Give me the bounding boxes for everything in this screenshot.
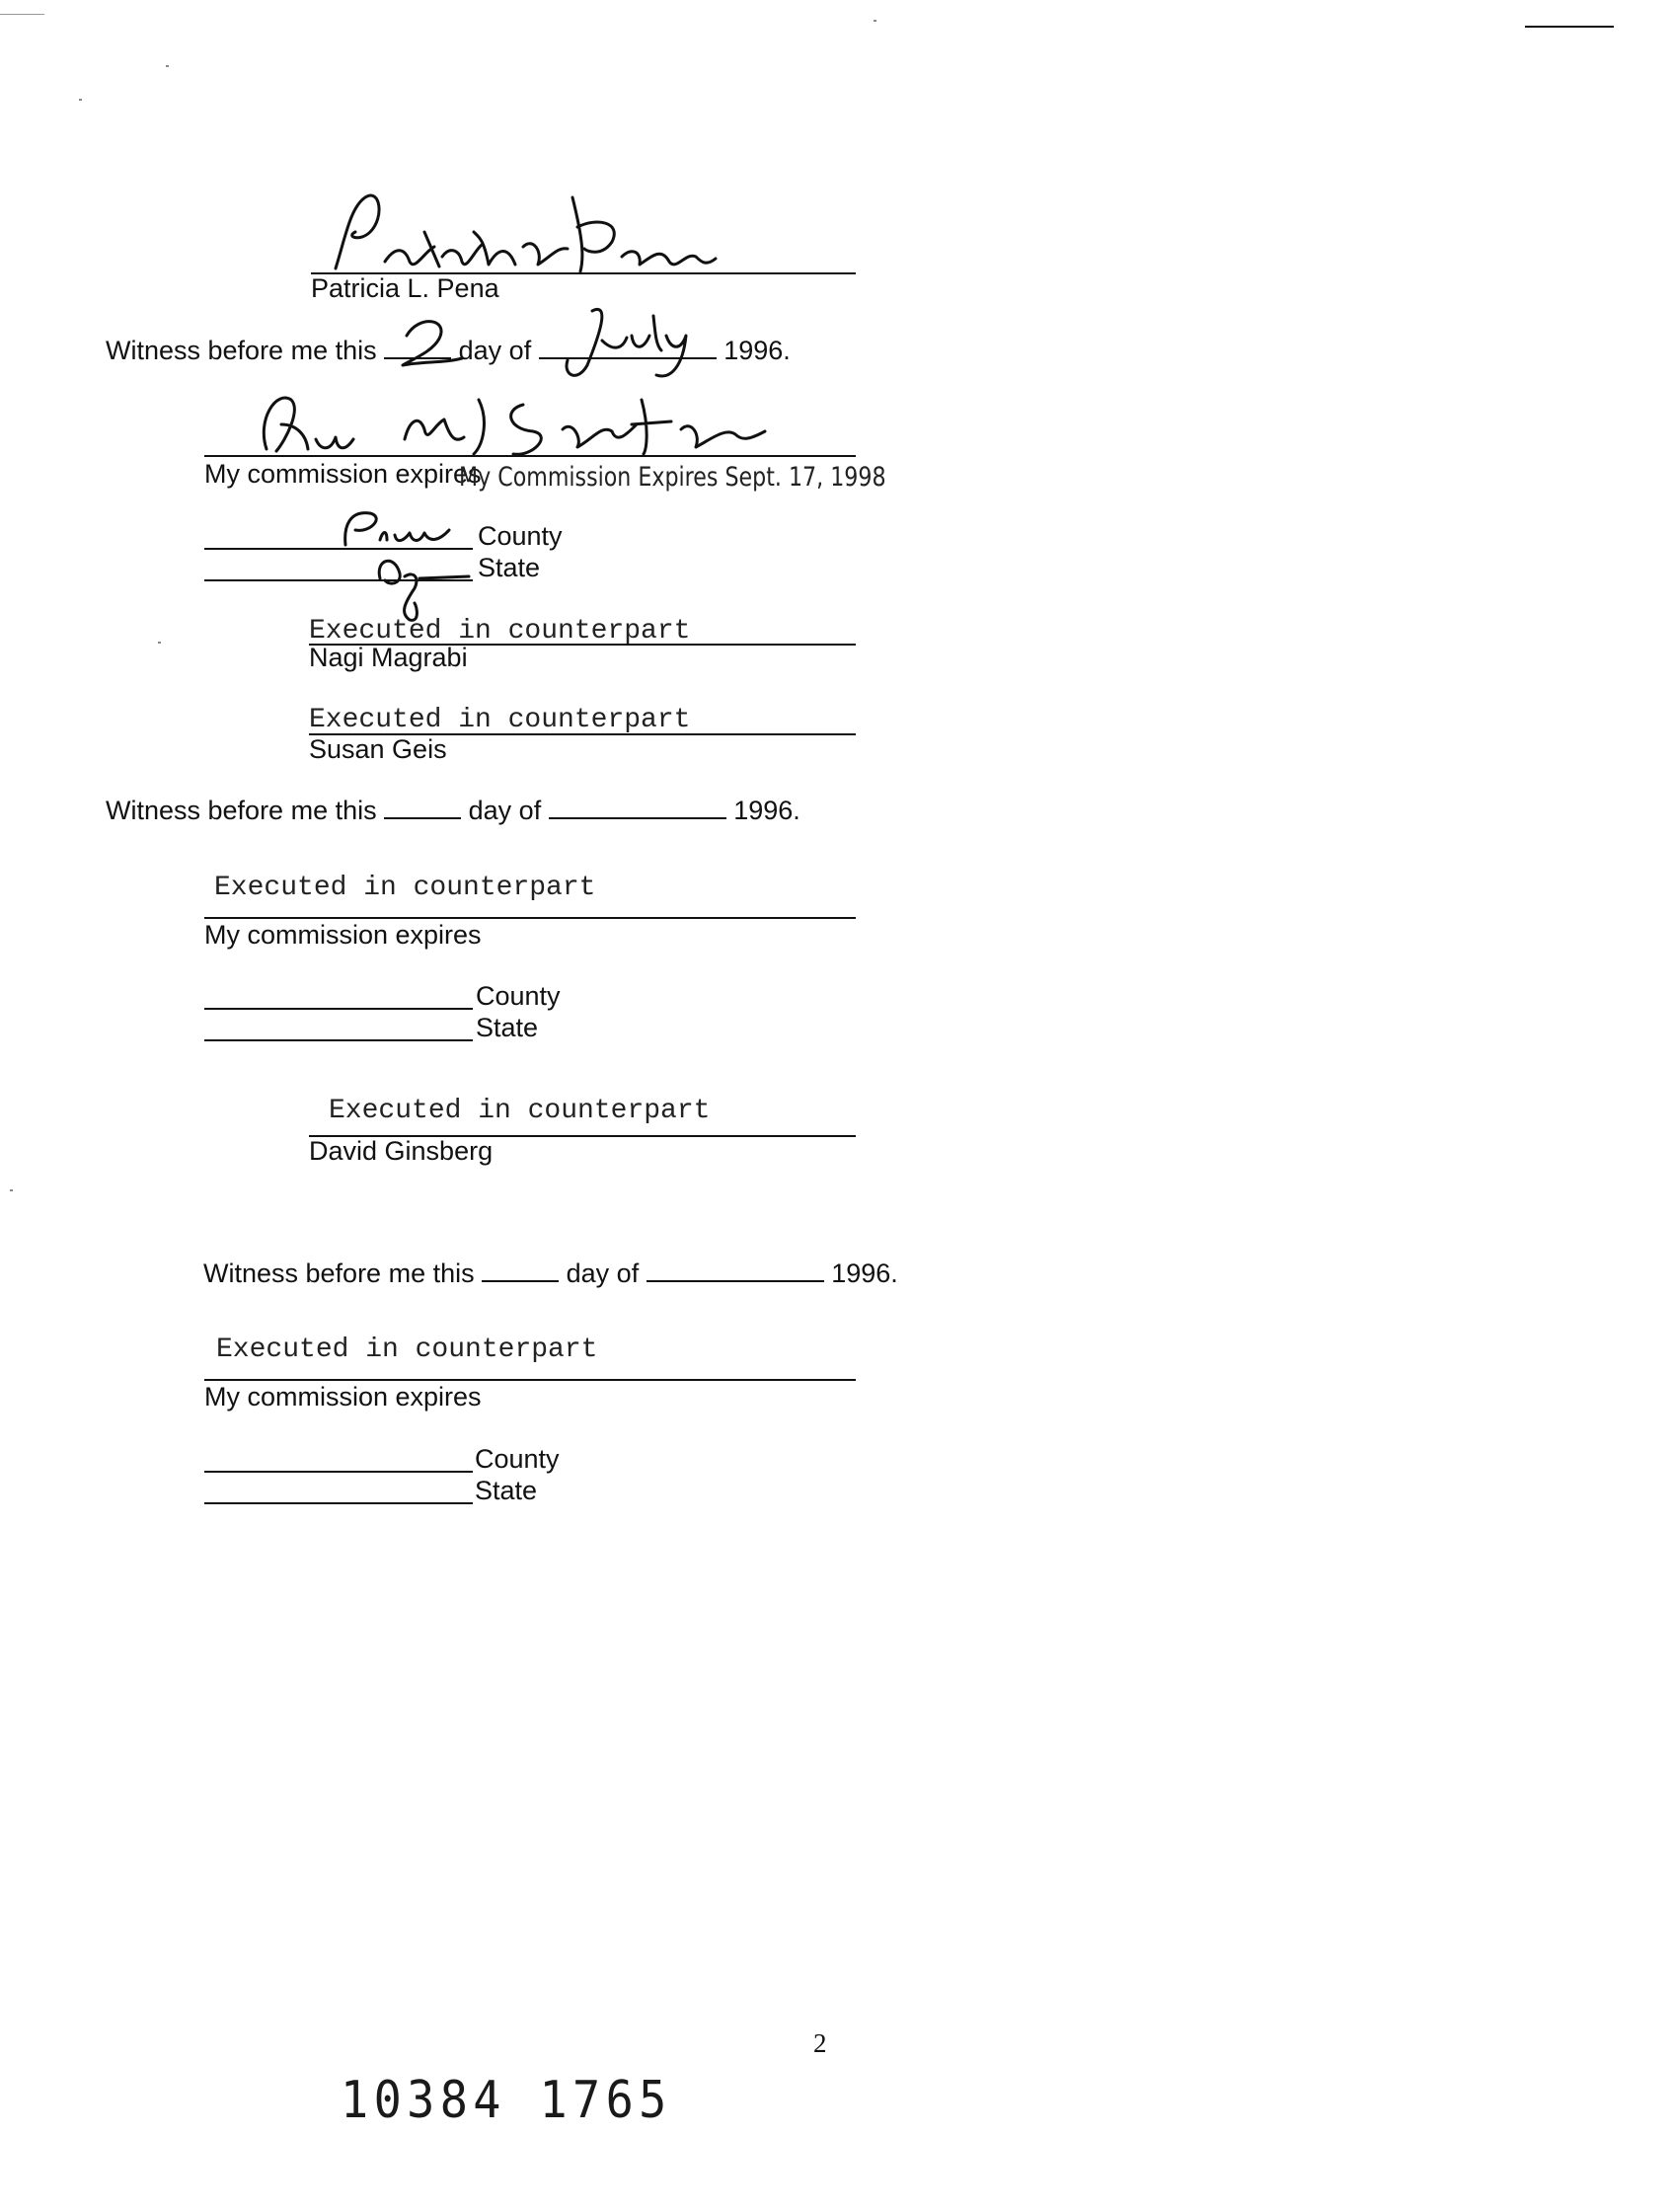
county-label-2: County: [476, 981, 561, 1011]
witness-month-blank[interactable]: [647, 1259, 824, 1282]
patricia-pena-name: Patricia L. Pena: [311, 273, 499, 303]
state-blank-1[interactable]: [204, 579, 473, 581]
witness-year: 1996.: [723, 336, 791, 365]
notary-signature-line-3: [204, 1379, 856, 1381]
witness-line-3: [203, 1259, 898, 1289]
notary-signature-line: [204, 455, 856, 457]
state-blank-3[interactable]: [204, 1502, 473, 1504]
witness-prefix: Witness before me this: [203, 1259, 475, 1288]
witness-day-label: day of: [458, 336, 532, 365]
state-blank-2[interactable]: [204, 1039, 473, 1041]
notary-signature-line-2: [204, 917, 856, 919]
witness-month-blank[interactable]: [549, 796, 726, 819]
document-number: 10384 1765: [341, 2071, 672, 2130]
scan-speck: [166, 65, 169, 67]
scan-speck: [874, 20, 876, 22]
page-number: 2: [813, 2028, 827, 2058]
david-executed-text: Executed in counterpart: [329, 1096, 711, 1126]
state-label-1: State: [478, 553, 541, 582]
witness-prefix: Witness before me this: [106, 336, 377, 365]
county-blank-2[interactable]: [204, 1008, 473, 1010]
commission-label-3: My commission expires: [204, 1382, 482, 1411]
scan-speck: [158, 642, 161, 644]
county-blank-3[interactable]: [204, 1471, 473, 1473]
notary-executed-text-2: Executed in counterpart: [214, 873, 596, 903]
david-ginsberg-name: David Ginsberg: [309, 1136, 494, 1166]
nagi-executed-text: Executed in counterpart: [309, 616, 691, 647]
commission-label: My commission expires: [204, 459, 482, 489]
state-label-3: State: [475, 1476, 538, 1505]
witness-prefix: Witness before me this: [106, 796, 377, 825]
handwritten-day-2: [395, 314, 464, 373]
witness-year: 1996.: [733, 796, 800, 825]
susan-executed-text: Executed in counterpart: [309, 705, 691, 735]
susan-geis-name: Susan Geis: [309, 734, 447, 764]
scan-speck: [79, 99, 82, 101]
witness-day-blank[interactable]: [384, 796, 461, 819]
county-label-1: County: [478, 521, 563, 551]
nagi-magrabi-name: Nagi Magrabi: [309, 643, 468, 672]
commission-label-2: My commission expires: [204, 920, 482, 950]
patricia-pena-signature: [326, 178, 721, 276]
scan-mark-top-left: [0, 14, 44, 15]
notary-signature: [237, 370, 790, 469]
state-label-2: State: [476, 1013, 539, 1042]
witness-day-label: day of: [566, 1259, 640, 1288]
witness-line-2: [106, 796, 800, 826]
witness-day-blank[interactable]: [482, 1259, 559, 1282]
scan-mark-top-right: [1525, 26, 1614, 28]
witness-year: 1996.: [831, 1259, 898, 1288]
scan-speck: [10, 1189, 13, 1191]
county-label-3: County: [475, 1444, 560, 1474]
commission-expiry-stamp: My Commission Expires Sept. 17, 1998: [459, 462, 886, 493]
notary-executed-text-3: Executed in counterpart: [216, 1335, 598, 1365]
witness-day-label: day of: [468, 796, 542, 825]
